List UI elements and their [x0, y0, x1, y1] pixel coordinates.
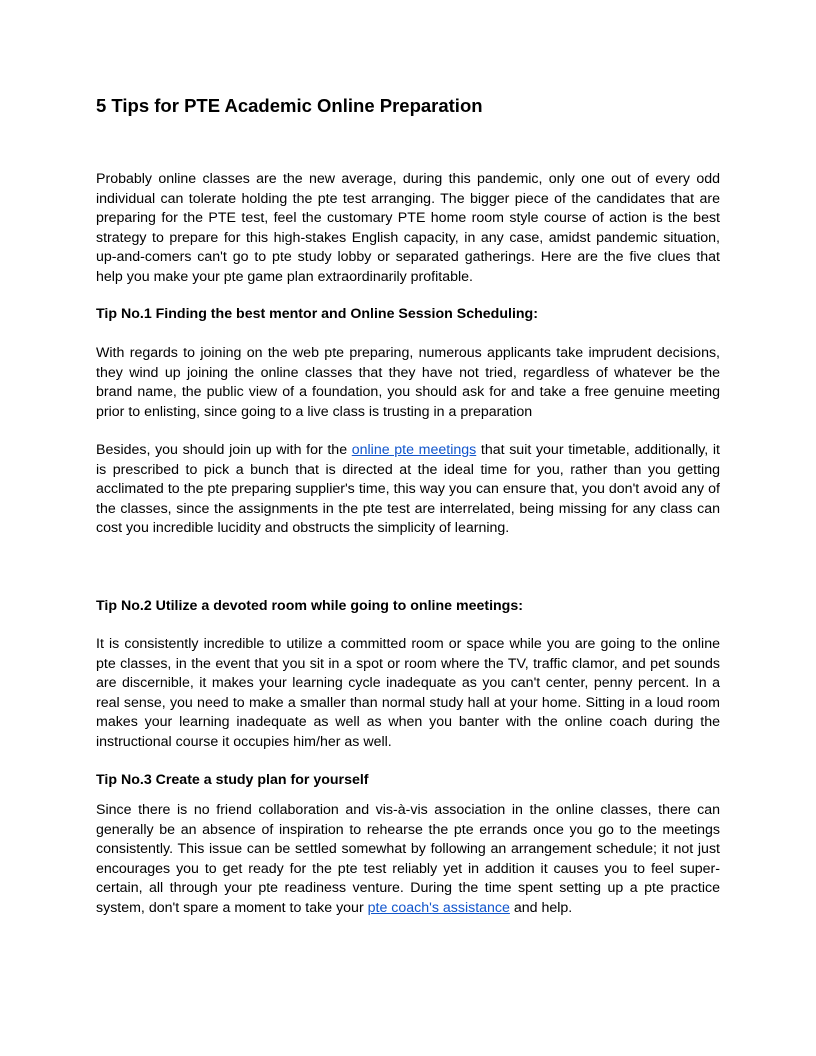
tip3-paragraph-1	[96, 801, 720, 918]
pte-coach-assistance-link[interactable]: pte coach's assistance	[367, 899, 510, 916]
tip1-paragraph-2-text-after: that suit your timetable, additionally, it is prescribed to pick a bunch that is directed at the ideal time for you, rather than you getting acclimated to the pte preparing supplier's time, this way you can ensure that, you don't avoid any of the classes, since the assignments in the pte test are interrelated, being missing for any class can cost you incredible lucidity and obstructs the simplicity of learning.	[96, 442, 721, 536]
tip1-paragraph-2-text-before: Besides, you should join up with for the	[96, 442, 352, 458]
tip3-paragraph-1-text-after: and help.	[509, 899, 573, 916]
tip3-paragraph-1-text-before: Since there is no friend collaboration and vis-à-vis association in the online classes, there can generally be an absence of inspiration to rehearse the pte errands once you go to the meetings consistently. This issue can be settled somewhat by following an arrangement schedule; it not just encourages you to get ready for the pte test reliably yet in addition it causes you to feel super-certain, all through your pte readiness venture. During the time spent setting up a pte practice system, don't spare a moment to take your	[96, 802, 720, 916]
document-title: 5 Tips for PTE Academic Online Preparation	[96, 95, 483, 116]
tip1-paragraph-2	[96, 441, 720, 539]
tip1-heading: Tip No.1 Finding the best mentor and Online Session Scheduling:	[96, 306, 538, 322]
tip2-paragraph-1: It is consistently incredible to utilize a committed room or space while you are going to the online pte classes, in the event that you sit in a spot or room where the TV, traffic clamor, and pet sounds are discernible, it makes your learning cycle inadequate as you can't center, penny percent. In a real sense, you need to make a smaller than normal study hall at your home. Sitting in a loud room makes your learning inadequate as well as when you banter with the online coach during the instructional course it occupies him/her as well.	[96, 636, 720, 750]
intro-paragraph: Probably online classes are the new average, during this pandemic, only one out of every odd individual can tolerate holding the pte test arranging. The bigger piece of the candidates that are preparing for the PTE test, feel the customary PTE home room style course of action is the best strategy to prepare for this high-stakes English capacity, in any case, amidst pandemic situation, up-and-comers can't go to pte study lobby or separated gatherings. Here are the five clues that help you make your pte game plan extraordinarily profitable.	[96, 171, 720, 285]
tip1-paragraph-1: With regards to joining on the web pte preparing, numerous applicants take imprudent decisions, they wind up joining the online classes that they have not tried, regardless of whatever be the brand name, the public view of a foundation, you should ask for and take a free genuine meeting prior to enlisting, since going to a live class is trusting in a preparation	[96, 345, 720, 420]
tip3-heading: Tip No.3 Create a study plan for yourself	[96, 772, 369, 788]
tip2-heading: Tip No.2 Utilize a devoted room while going to online meetings:	[96, 598, 523, 614]
online-pte-meetings-link[interactable]: online pte meetings	[351, 442, 477, 458]
